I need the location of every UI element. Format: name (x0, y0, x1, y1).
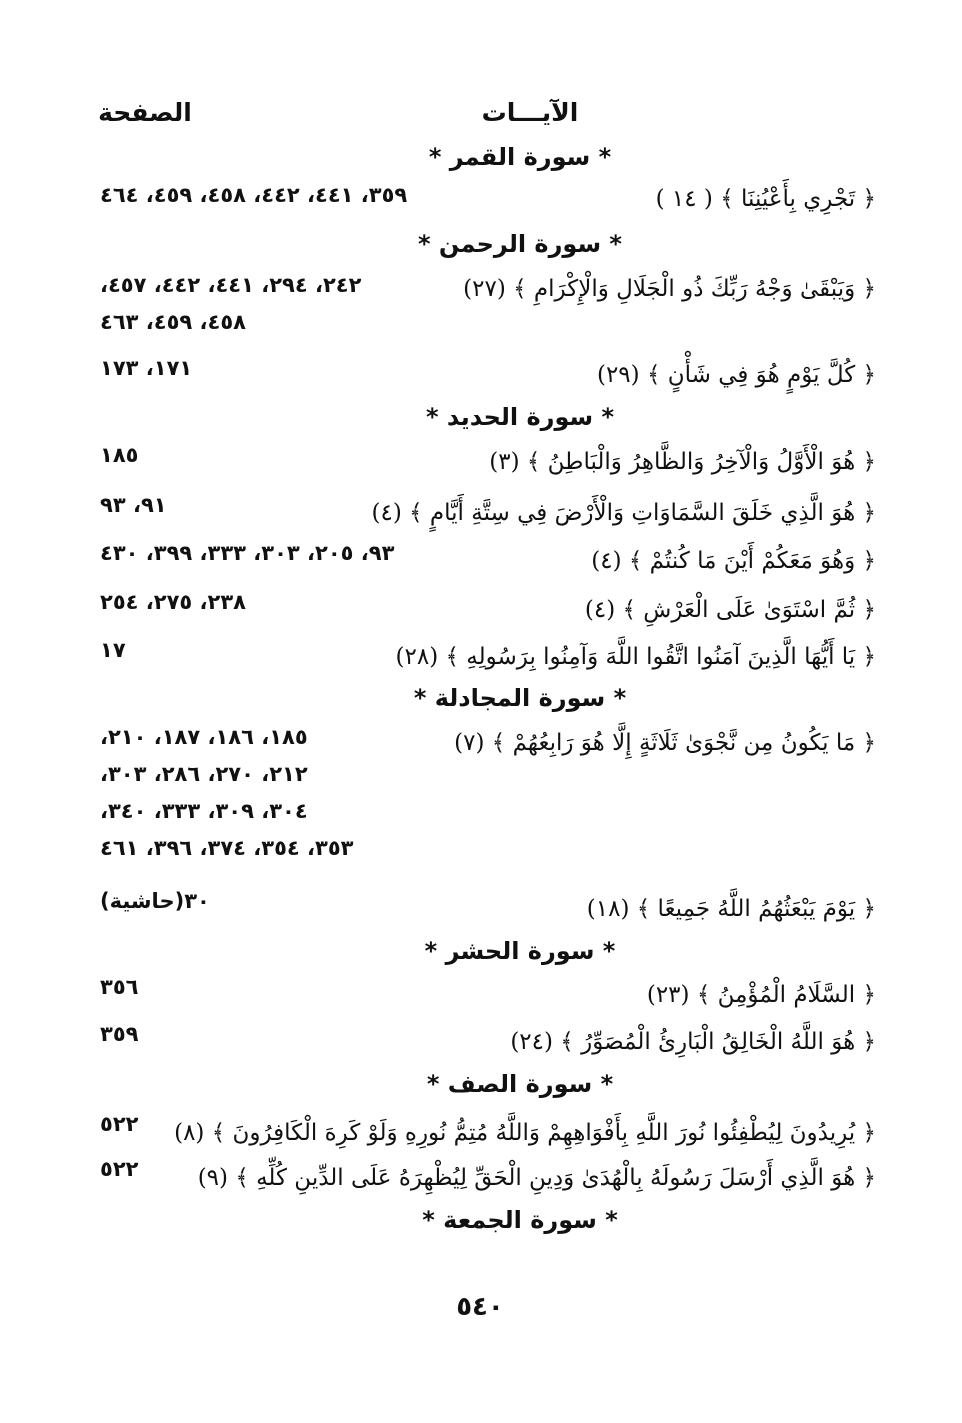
page-references (100, 1112, 460, 1136)
page-reference-line: ٤٥٨، ٤٥٩، ٤٦٣ (100, 310, 246, 334)
page-reference-line: ٩١، ٩٣ (100, 493, 167, 517)
page-references (100, 273, 460, 334)
page-reference-line: ٥٢٢ (100, 1112, 139, 1136)
page-references (100, 590, 460, 614)
verse-entry: ﴿ كُلَّ يَوْمٍ هُوَ فِي شَأْنٍ ﴾ (٢٩) (596, 362, 876, 388)
verse-entry: ﴿ هُوَ اللَّهُ الْخَالِقُ الْبَارِئُ الْمُصَوِّرُ ﴾ (٢٤) (510, 1029, 876, 1055)
verses-column-header: الآيـــات (481, 98, 579, 127)
page-references (100, 638, 460, 662)
page-reference-line: ٣٥٣، ٣٥٤، ٣٧٤، ٣٩٦، ٤٦١ (100, 836, 354, 860)
surah-heading: * سورة القمر * (428, 143, 612, 171)
page-reference-line: ٣٥٩، ٤٤١، ٤٤٢، ٤٥٨، ٤٥٩، ٤٦٤ (100, 183, 408, 207)
verse-entry: ﴿ هُوَ الَّذِي خَلَقَ السَّمَاوَاتِ وَالْأَرْضَ فِي سِتَّةِ أَيَّامٍ ﴾ (٤) (371, 500, 876, 526)
page-reference-line: ٥٢٢ (100, 1157, 139, 1181)
page-reference-line: ١٧١، ١٧٣ (100, 356, 193, 380)
page-reference-line: ٢١٢، ٢٧٠، ٢٨٦، ٣٠٣، (100, 762, 308, 786)
verse-entry: ﴿ ثُمَّ اسْتَوَىٰ عَلَى الْعَرْشِ ﴾ (٤) (584, 597, 876, 623)
page-reference-line: ١٨٥ (100, 443, 139, 467)
page-references (100, 443, 460, 467)
verse-entry: ﴿ تَجْرِي بِأَعْيُنِنَا ﴾ ( ١٤ ) (655, 186, 876, 212)
page-references (100, 183, 460, 207)
page-references (100, 1157, 460, 1181)
verse-entry: ﴿ يُرِيدُونَ لِيُطْفِئُوا نُورَ اللَّهِ بِأَفْوَاهِهِمْ وَاللَّهُ مُتِمُّ نُورِهِ وَلَوْ كَرِهَ الْكَافِرُونَ ﴾ (٨) (174, 1120, 876, 1146)
page-references (100, 725, 460, 860)
page-references (100, 889, 460, 913)
page-references (100, 493, 460, 517)
page-references (100, 541, 460, 565)
page-reference-line: ٣٠٤، ٣٠٩، ٣٣٣، ٣٤٠، (100, 799, 308, 823)
surah-heading: * سورة الجمعة * (422, 1206, 618, 1234)
verse-entry: ﴿ يَوْمَ يَبْعَثُهُمُ اللَّهُ جَمِيعًا ﴾ (١٨) (586, 896, 876, 922)
page-reference-line: ٢٤٢، ٢٩٤، ٤٤١، ٤٤٢، ٤٥٧، (100, 273, 362, 297)
page-reference-line: ٩٣، ٢٠٥، ٣٠٣، ٣٣٣، ٣٩٩، ٤٣٠ (100, 541, 395, 565)
verse-entry: ﴿ يَا أَيُّهَا الَّذِينَ آمَنُوا اتَّقُوا اللَّهَ وَآمِنُوا بِرَسُولِهِ ﴾ (٢٨) (395, 644, 876, 670)
surah-heading: * سورة الصف * (426, 1070, 614, 1098)
page-reference-line: ١٧ (100, 638, 126, 662)
verse-entry: ﴿ وَهُوَ مَعَكُمْ أَيْنَ مَا كُنتُمْ ﴾ (٤) (591, 548, 876, 574)
page-references (100, 356, 460, 380)
verse-entry: ﴿ هُوَ الْأَوَّلُ وَالْآخِرُ وَالظَّاهِرُ وَالْبَاطِنُ ﴾ (٣) (489, 449, 876, 475)
surah-heading: * سورة المجادلة * (413, 684, 627, 712)
page-column-header: الصفحة (98, 98, 192, 127)
surah-heading: * سورة الحشر * (424, 937, 616, 965)
verse-entry: ﴿ وَيَبْقَىٰ وَجْهُ رَبِّكَ ذُو الْجَلَالِ وَالْإِكْرَامِ ﴾ (٢٧) (463, 276, 876, 302)
verse-entry: ﴿ هُوَ الَّذِي أَرْسَلَ رَسُولَهُ بِالْهُدَىٰ وَدِينِ الْحَقِّ لِيُظْهِرَهُ عَلَى الدِّينِ كُلِّهِ ﴾ (٩) (197, 1165, 876, 1191)
surah-heading: * سورة الحديد * (425, 403, 615, 431)
verse-entry: ﴿ السَّلَامُ الْمُؤْمِنُ ﴾ (٢٣) (646, 982, 876, 1008)
page-references (100, 975, 460, 999)
page-reference-line: ١٨٥، ١٨٦، ١٨٧، ٢١٠، (100, 725, 308, 749)
verse-entry: ﴿ مَا يَكُونُ مِن نَّجْوَىٰ ثَلَاثَةٍ إِلَّا هُوَ رَابِعُهُمْ ﴾ (٧) (454, 730, 876, 756)
page-reference-line: ٢٣٨، ٢٧٥، ٢٥٤ (100, 590, 246, 614)
page-reference-line: ٣٥٩ (100, 1022, 139, 1046)
page-references (100, 1022, 460, 1046)
page-number: ٥٤٠ (456, 1292, 504, 1322)
page-reference-line: ٣٠(حاشية) (100, 889, 210, 913)
page-reference-line: ٣٥٦ (100, 975, 139, 999)
surah-heading: * سورة الرحمن * (418, 230, 622, 258)
